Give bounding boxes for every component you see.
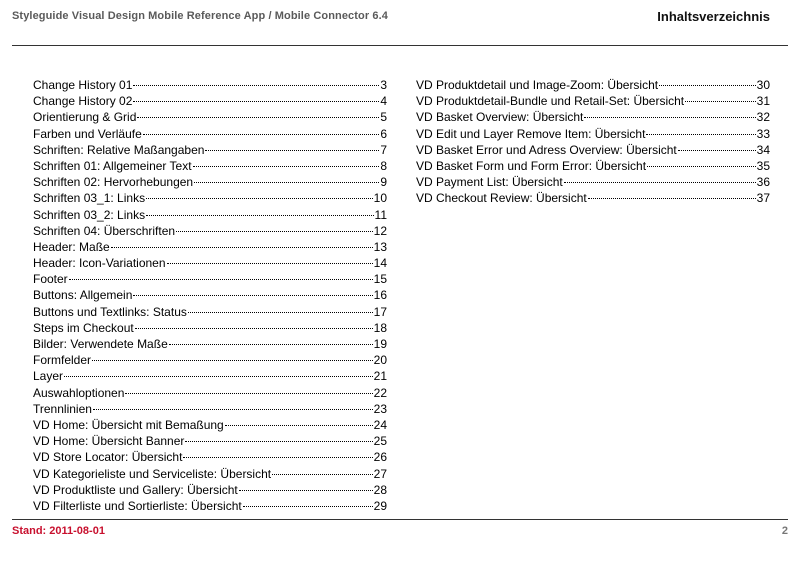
toc-entry[interactable] [416, 190, 770, 206]
toc-entry-title: VD Produktdetail-Bundle und Retail-Set: Übersicht [416, 94, 685, 109]
toc-entry-page: 22 [373, 385, 387, 400]
toc-leader-dots [176, 231, 373, 232]
toc-entry-title: VD Basket Overview: Übersicht [416, 110, 584, 125]
toc-entry-title: Schriften 02: Hervorhebungen [33, 175, 194, 190]
toc-entry-title: VD Edit und Layer Remove Item: Übersicht [416, 126, 646, 141]
toc-entry-page: 13 [373, 239, 387, 254]
toc-entry[interactable] [33, 352, 387, 368]
toc-entry-page: 25 [373, 434, 387, 449]
toc-entry-title: VD Store Locator: Übersicht [33, 450, 183, 465]
toc-entry-title: Header: Maße [33, 239, 110, 254]
toc-leader-dots [133, 85, 379, 86]
toc-entry-page: 28 [373, 482, 387, 497]
toc-column-right [416, 77, 770, 207]
toc-entry-title: Orientierung & Grid [33, 110, 137, 125]
toc-entry-title: VD Produktdetail und Image-Zoom: Übersicht [416, 78, 659, 92]
toc-entry-title: Schriften 01: Allgemeiner Text [33, 158, 192, 173]
toc-leader-dots [143, 134, 380, 135]
toc-entry[interactable] [33, 174, 387, 190]
toc-entry-page: 5 [380, 110, 387, 125]
toc-leader-dots [188, 312, 373, 313]
toc-entry[interactable] [33, 271, 387, 287]
header-divider [12, 45, 788, 46]
toc-entry-page: 9 [380, 175, 387, 190]
toc-entry[interactable] [33, 126, 387, 142]
toc-entry-title: VD Basket Error und Adress Overview: Übersicht [416, 142, 677, 157]
toc-leader-dots [194, 182, 379, 183]
toc-entry[interactable] [33, 498, 387, 514]
toc-entry-title: Change History 02 [33, 94, 133, 109]
toc-entry-title: Bilder: Verwendete Maße [33, 337, 168, 351]
footer-divider [12, 519, 788, 520]
toc-entry-page: 6 [380, 126, 387, 141]
toc-entry-page: 36 [756, 175, 770, 190]
toc-leader-dots [125, 393, 372, 394]
toc-entry-title: Steps im Checkout [33, 320, 134, 335]
toc-entry-title: VD Basket Form und Form Error: Übersicht [416, 158, 647, 173]
toc-entry[interactable] [33, 449, 387, 465]
toc-entry-page: 37 [756, 191, 770, 206]
toc-leader-dots [146, 215, 373, 216]
section-title: Inhaltsverzeichnis [657, 9, 770, 24]
page-number: 2 [781, 525, 788, 537]
toc-entry[interactable] [33, 77, 387, 93]
toc-entry-title: VD Home: Übersicht Banner [33, 434, 185, 449]
toc-entry[interactable] [33, 385, 387, 401]
toc-entry[interactable] [33, 336, 387, 352]
toc-entry-title: Layer [33, 369, 64, 384]
toc-entry-page: 7 [380, 142, 387, 157]
toc-entry[interactable] [416, 142, 770, 158]
toc-entry-page: 26 [373, 450, 387, 465]
toc-leader-dots [225, 425, 373, 426]
toc-entry-page: 29 [373, 498, 387, 513]
toc-leader-dots [64, 376, 373, 377]
toc-entry-page: 31 [756, 94, 770, 109]
toc-leader-dots [146, 198, 373, 199]
toc-entry[interactable] [33, 433, 387, 449]
toc-column-left [33, 77, 387, 514]
toc-entry-page: 17 [373, 304, 387, 319]
toc-leader-dots [193, 166, 380, 167]
toc-entry[interactable] [416, 174, 770, 190]
toc-entry[interactable] [33, 239, 387, 255]
toc-entry-title: VD Kategorieliste und Serviceliste: Übersicht [33, 466, 272, 481]
toc-entry-page: 24 [373, 417, 387, 432]
toc-entry-page: 19 [373, 337, 387, 351]
toc-entry[interactable] [33, 417, 387, 433]
toc-leader-dots [685, 101, 756, 102]
toc-leader-dots [678, 150, 756, 151]
toc-entry-title: Change History 01 [33, 78, 133, 92]
toc-leader-dots [185, 441, 372, 442]
toc-entry[interactable] [33, 482, 387, 498]
toc-entry-page: 8 [380, 158, 387, 173]
toc-leader-dots [205, 150, 379, 151]
toc-leader-dots [564, 182, 756, 183]
toc-entry-title: Schriften 03_2: Links [33, 207, 146, 222]
toc-entry[interactable] [33, 223, 387, 239]
toc-leader-dots [92, 360, 373, 361]
toc-entry-title: VD Payment List: Übersicht [416, 175, 563, 190]
toc-entry-page: 33 [756, 126, 770, 141]
toc-leader-dots [183, 457, 372, 458]
toc-entry[interactable] [33, 466, 387, 482]
toc-leader-dots [243, 506, 373, 507]
toc-entry[interactable] [33, 401, 387, 417]
toc-entry-title: VD Produktliste und Gallery: Übersicht [33, 482, 238, 497]
toc-entry-page: 14 [373, 256, 387, 271]
toc-entry[interactable] [33, 304, 387, 320]
toc-entry-page: 11 [374, 207, 387, 222]
toc-entry-page: 23 [373, 401, 387, 416]
toc-entry[interactable] [33, 207, 387, 223]
toc-entry[interactable] [33, 158, 387, 174]
toc-entry[interactable] [416, 109, 770, 125]
status-date: Stand: 2011-08-01 [12, 525, 105, 537]
toc-entry-title: Trennlinien [33, 401, 92, 416]
toc-entry-title: Buttons: Allgemein [33, 288, 133, 303]
toc-entry-title: Formfelder [33, 353, 92, 368]
toc-entry-title: Schriften: Relative Maßangaben [33, 142, 205, 157]
toc-entry-title: VD Home: Übersicht mit Bemaßung [33, 417, 224, 432]
toc-leader-dots [647, 166, 756, 167]
toc-leader-dots [137, 117, 379, 118]
toc-leader-dots [167, 263, 373, 264]
toc-leader-dots [169, 344, 373, 345]
toc-entry[interactable] [33, 287, 387, 303]
toc-entry[interactable] [33, 93, 387, 109]
toc-entry-page: 34 [756, 142, 770, 157]
toc-entry-title: VD Filterliste und Sortierliste: Übersicht [33, 498, 242, 513]
toc-entry-page: 32 [756, 110, 770, 125]
toc-entry[interactable] [416, 126, 770, 142]
toc-entry-page: 15 [373, 272, 387, 287]
toc-entry[interactable] [416, 93, 770, 109]
toc-entry[interactable] [33, 320, 387, 336]
toc-entry-title: VD Checkout Review: Übersicht [416, 191, 587, 206]
toc-entry-title: Header: Icon-Variationen [33, 256, 166, 271]
toc-entry[interactable] [416, 77, 770, 93]
document-title: Styleguide Visual Design Mobile Reference App / Mobile Connector 6.4 [12, 10, 388, 22]
toc-entry-title: Schriften 03_1: Links [33, 191, 146, 206]
toc-leader-dots [111, 247, 373, 248]
toc-leader-dots [133, 295, 372, 296]
toc-entry-page: 21 [373, 369, 387, 384]
toc-entry-page: 4 [380, 94, 387, 109]
toc-entry-page: 12 [373, 223, 387, 238]
toc-leader-dots [588, 198, 756, 199]
toc-entry-title: Auswahloptionen [33, 385, 125, 400]
toc-leader-dots [133, 101, 379, 102]
toc-leader-dots [272, 474, 373, 475]
toc-entry-title: Farben und Verläufe [33, 126, 142, 141]
toc-entry[interactable] [33, 142, 387, 158]
toc-entry-page: 27 [373, 466, 387, 481]
toc-entry-title: Schriften 04: Überschriften [33, 223, 176, 238]
toc-entry-page: 16 [373, 288, 387, 303]
toc-entry-page: 18 [373, 320, 387, 335]
toc-leader-dots [69, 279, 373, 280]
toc-leader-dots [93, 409, 373, 410]
toc-entry-page: 35 [756, 158, 770, 173]
toc-leader-dots [646, 134, 755, 135]
toc-entry-page: 3 [380, 78, 387, 92]
toc-leader-dots [584, 117, 755, 118]
toc-entry[interactable] [33, 109, 387, 125]
toc-entry[interactable] [416, 158, 770, 174]
toc-leader-dots [135, 328, 373, 329]
toc-entry-title: Footer [33, 272, 68, 287]
toc-entry-page: 30 [756, 78, 770, 92]
toc-entry-page: 10 [373, 191, 387, 206]
toc-entry[interactable] [33, 255, 387, 271]
toc-leader-dots [239, 490, 373, 491]
toc-entry[interactable] [33, 190, 387, 206]
toc-leader-dots [659, 85, 756, 86]
toc-entry[interactable] [33, 368, 387, 384]
toc-entry-title: Buttons und Textlinks: Status [33, 304, 187, 319]
toc-entry-page: 20 [373, 353, 387, 368]
